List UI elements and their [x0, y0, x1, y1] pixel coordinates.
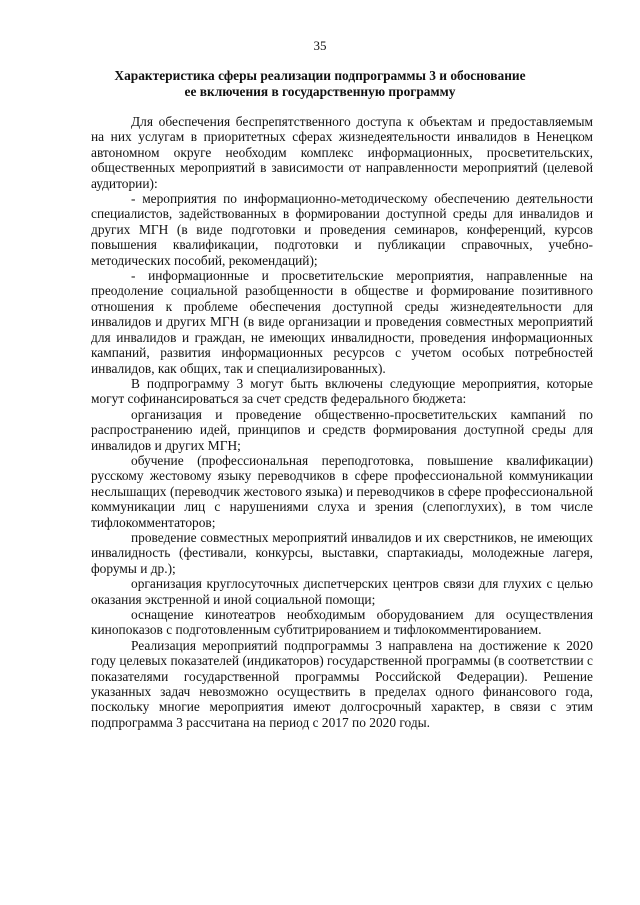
- paragraph-activity-cinemas: оснащение кинотеатров необходимым оборудованием для осуществления кинопоказов с подготовленным субтитрированием и тифлокомментированием.: [91, 607, 593, 638]
- paragraph-activity-joint-events: проведение совместных мероприятий инвалидов и их сверстников, не имеющих инвалидность (фестивали, конкурсы, выставки, спартакиады, молодежные лагеря, форумы и др.);: [91, 529, 593, 576]
- paragraph-activity-training: обучение (профессиональная переподготовка, повышение квалификации) русскому жестовому языку переводчиков в сфере профессиональной коммуникации неслышащих (переводчик жестового языка) и переводчиков в сфере профессиональной коммуникации лиц с нарушениями слуха и зрения (слепоглухих), в том числе тифлокомментаторов;: [91, 452, 593, 530]
- paragraph-intro: Для обеспечения беспрепятственного доступа к объектам и предоставляемым на них услугам в приоритетных сферах жизнедеятельности инвалидов в Ненецком автономном округе необходим комплекс информационных, просветительских, общественных мероприятий в зависимости от направленности мероприятий (целевой аудитории):: [91, 114, 593, 191]
- paragraph-activity-campaigns: организация и проведение общественно-просветительских кампаний по распространению идей, принципов и средств формирования доступной среды для инвалидов и других МГН;: [91, 406, 593, 453]
- section-title-line-1: Характеристика сферы реализации подпрограммы 3 и обоснование: [114, 68, 526, 83]
- paragraph-activity-dispatch-centers: организация круглосуточных диспетчерских центров связи для глухих с целью оказания экстренной и иной социальной помощи;: [91, 576, 593, 607]
- paragraph-activities-intro: В подпрограмму 3 могут быть включены следующие мероприятия, которые могут софинансироваться за счет средств федерального бюджета:: [91, 375, 593, 407]
- section-title-line-2: ее включения в государственную программу: [184, 84, 456, 99]
- section-title: [70, 68, 570, 100]
- body-text: [91, 114, 593, 730]
- paragraph-conclusion: Реализация мероприятий подпрограммы 3 направлена на достижение к 2020 году целевых показателей (индикаторов) государственной программы (в соответствии с показателями государственной программы Российской Федерации). Решение указанных задач невозможно осуществить в пределах одного финансового года, поскольку многие мероприятия имеют долгосрочный характер, в связи с этим подпрограмма 3 рассчитана на период с 2017 по 2020 годы.: [91, 637, 593, 730]
- paragraph-bullet-informational: - информационные и просветительские мероприятия, направленные на преодоление социальной разобщенности в обществе и формирование позитивного отношения к проблеме обеспечения доступной среды жизнедеятельности для инвалидов и других МГН (в виде организации и проведения совместных мероприятий для инвалидов и граждан, не имеющих инвалидности, проведения информационных кампаний, развития информационных ресурсов с учетом особых потребностей инвалидов, как общих, так и специализированных).: [91, 268, 593, 376]
- paragraph-bullet-methodical: - мероприятия по информационно-методическому обеспечению деятельности специалистов, задействованных в формировании доступной среды для инвалидов и других МГН (в виде подготовки и проведения семинаров, конференций, курсов повышения квалификации, подготовки и публикации справочных, учебно-методических пособий, рекомендаций);: [91, 191, 593, 268]
- page-number: 35: [313, 38, 327, 53]
